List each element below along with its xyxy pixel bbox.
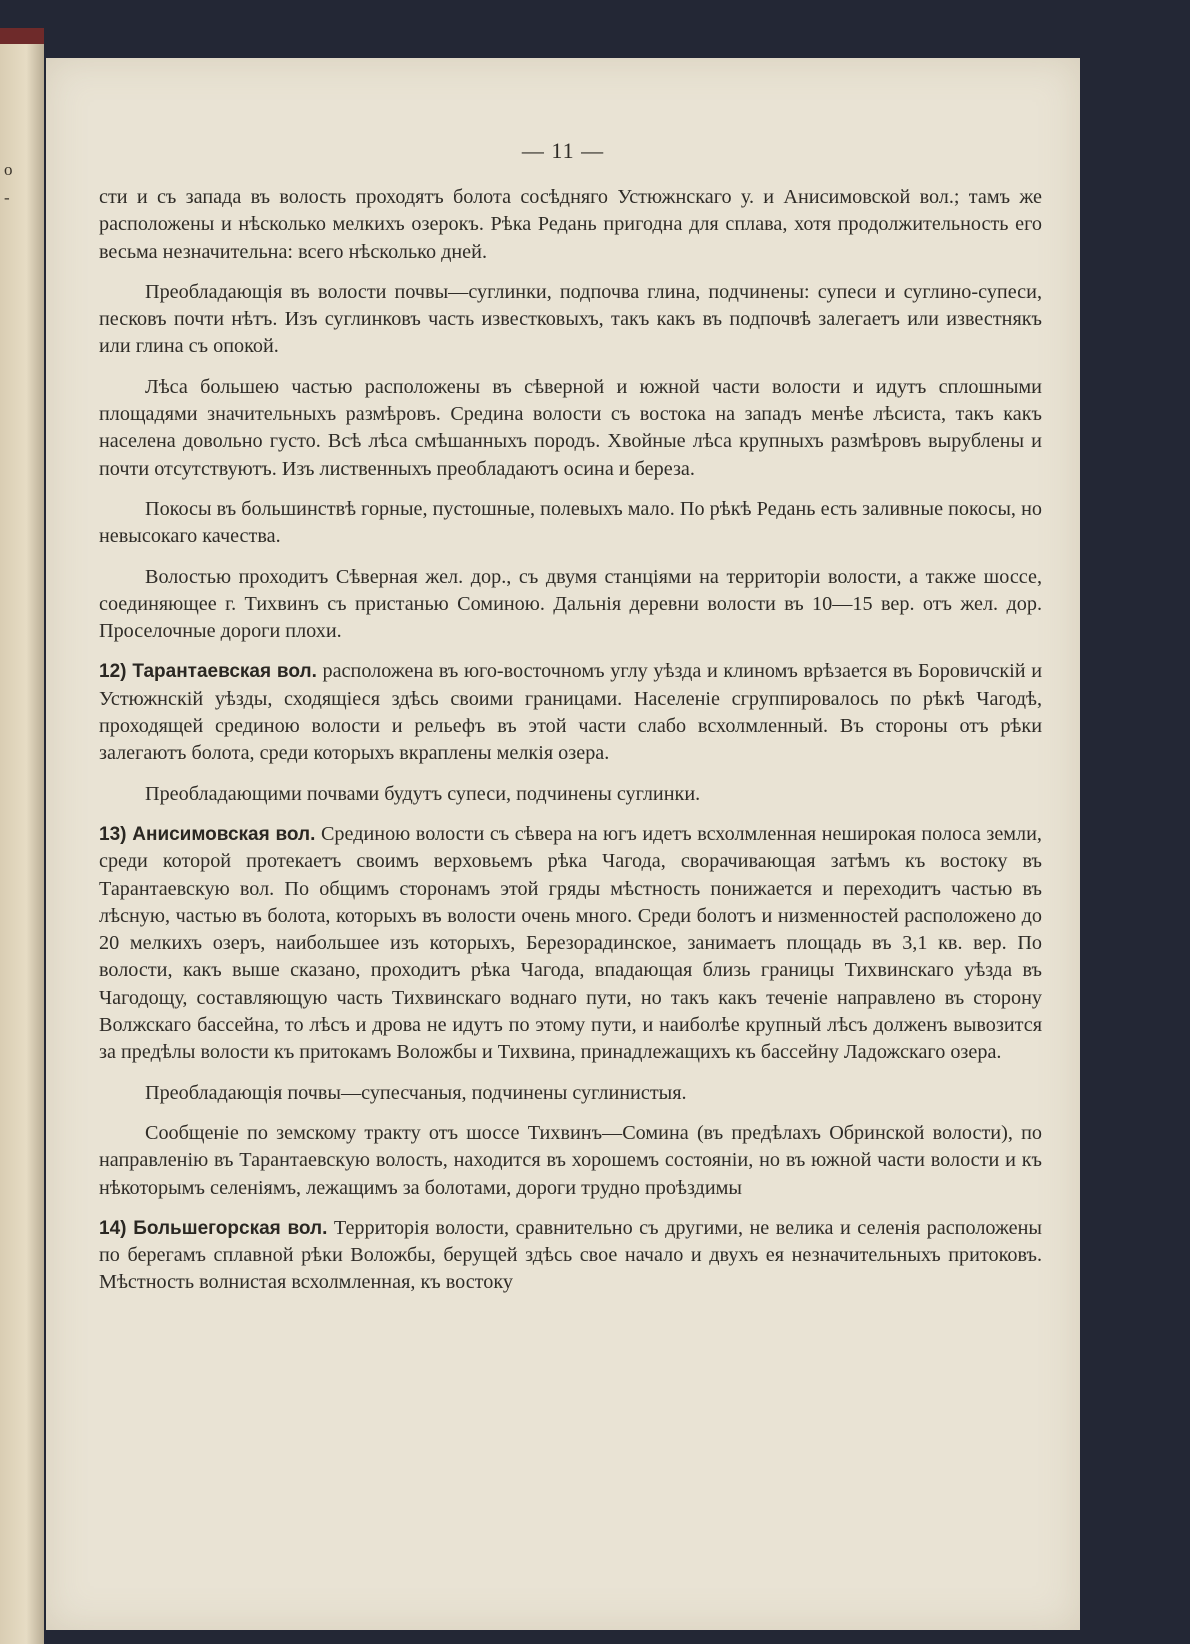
section-14 xyxy=(99,1215,1042,1297)
paragraph: Преобладающими почвами будутъ супеси, подчинены суглинки. xyxy=(145,782,701,805)
section-heading: 14) Большегорская вол. xyxy=(99,1217,328,1239)
paragraph: Преобладающія почвы—супесчаныя, подчинены суглинистыя. xyxy=(145,1081,687,1104)
adjacent-page-edge xyxy=(0,28,44,1644)
section-12 xyxy=(99,658,1042,767)
paragraph: Сообщеніе по земскому тракту отъ шоссе Тихвинъ—Сомина (въ предѣлахъ Обринской волости), по направленію въ Тарантаевскую волость, находится въ хорошемъ состояніи, но въ южной части волости и къ нѣкоторымъ селеніямъ, лежащимъ за болотами, дороги трудно проѣздимы xyxy=(99,1121,1042,1199)
document-page xyxy=(46,58,1080,1630)
section-text: Срединою волости съ сѣвера на югъ идетъ всхолмленная неширокая полоса земли, среди которой протекаетъ своимъ верховьемъ рѣка Чагода, сворачивающая затѣмъ къ востоку въ Тарантаевскую вол. По общимъ сторонамъ этой гряды мѣстность понижается и переходитъ частью въ лѣсную, частью въ болота, которыхъ въ волости очень много. Среди болотъ и низменностей расположено до 20 мелкихъ озеръ, наибольшее изъ которыхъ, Березорадинское, занимаетъ площадь въ 3,1 кв. вер. По волости, какъ выше сказано, проходитъ рѣка Чагода, впадающая близь границы Тихвинскаго уѣзда въ Чагодощу, составляющую часть Тихвинскаго воднаго пути, но такъ какъ теченіе направлено въ сторону Волжскаго бассейна, то лѣсъ и дрова не идутъ по этому пути, и наиболѣе крупный лѣсъ долженъ вывозится за предѣлы волости къ притокамъ Воложбы и Тихвина, принадлежащихъ къ бассейну Ладожскаго озера. xyxy=(99,822,1042,1064)
margin-fragment: о xyxy=(4,160,13,179)
body-text xyxy=(99,184,1042,1310)
page-number: — 11 — xyxy=(521,138,605,163)
binding-edge xyxy=(0,28,44,44)
section-heading: 12) Тарантаевская вол. xyxy=(99,661,317,683)
section-text: Территорія волости, сравнительно съ другими, не велика и селенія расположены по берегамъ сплавной рѣки Воложбы, берущей здѣсь свое начало и двухъ ея незначительныхъ притоковъ. Мѣстность волнистая всхолмленная, къ востоку xyxy=(99,1216,1042,1294)
margin-fragment: - xyxy=(4,188,10,207)
paragraph: Преобладающія въ волости почвы—суглинки, подпочва глина, подчинены: супеси и суглино-супеси, песковъ почти нѣтъ. Изъ суглинковъ часть известковыхъ, такъ какъ въ подпочвѣ залегаетъ или известнякъ или глина съ опокой. xyxy=(99,280,1042,358)
section-text: расположена въ юго-восточномъ углу уѣзда и клиномъ врѣзается въ Боровичскій и Устюжнскій уѣзды, сходящіеся здѣсь своими границами. Населеніе сгруппировалось по рѣкѣ Чагодѣ, проходящей срединою волости и рельефъ въ этой части слабо всхолмленный. Въ стороны отъ рѣки залегаютъ болота, среди которыхъ вкраплены мелкія озера. xyxy=(99,660,1042,765)
paragraph: Лѣса большею частью расположены въ сѣверной и южной части волости и идутъ сплошными площадями значительныхъ размѣровъ. Средина волости съ востока на западъ менѣе лѣсиста, такъ какъ населена довольно густо. Всѣ лѣса смѣшанныхъ породъ. Хвойные лѣса крупныхъ размѣровъ вырублены и почти отсутствуютъ. Изъ лиственныхъ преобладаютъ осина и береза. xyxy=(99,375,1042,480)
section-heading: 13) Анисимовская вол. xyxy=(99,823,316,845)
section-13 xyxy=(99,821,1042,1067)
paragraph: Волостью проходитъ Сѣверная жел. дор., съ двумя станціями на территоріи волости, а также шоссе, соединяющее г. Тихвинъ съ пристанью Соминою. Дальнія деревни волости въ 10—15 вер. отъ жел. дор. Проселочные дороги плохи. xyxy=(99,565,1042,643)
paragraph: Покосы въ большинствѣ горные, пустошные, полевыхъ мало. По рѣкѣ Редань есть заливные покосы, но невысокаго качества. xyxy=(99,497,1042,548)
paragraph: сти и съ запада въ волость проходятъ болота сосѣдняго Устюжнскаго у. и Анисимовской вол.; тамъ же расположены и нѣсколько мелкихъ озерокъ. Рѣка Редань пригодна для сплава, хотя продолжительность его весьма незначительна: всего нѣсколько дней. xyxy=(99,186,1042,263)
